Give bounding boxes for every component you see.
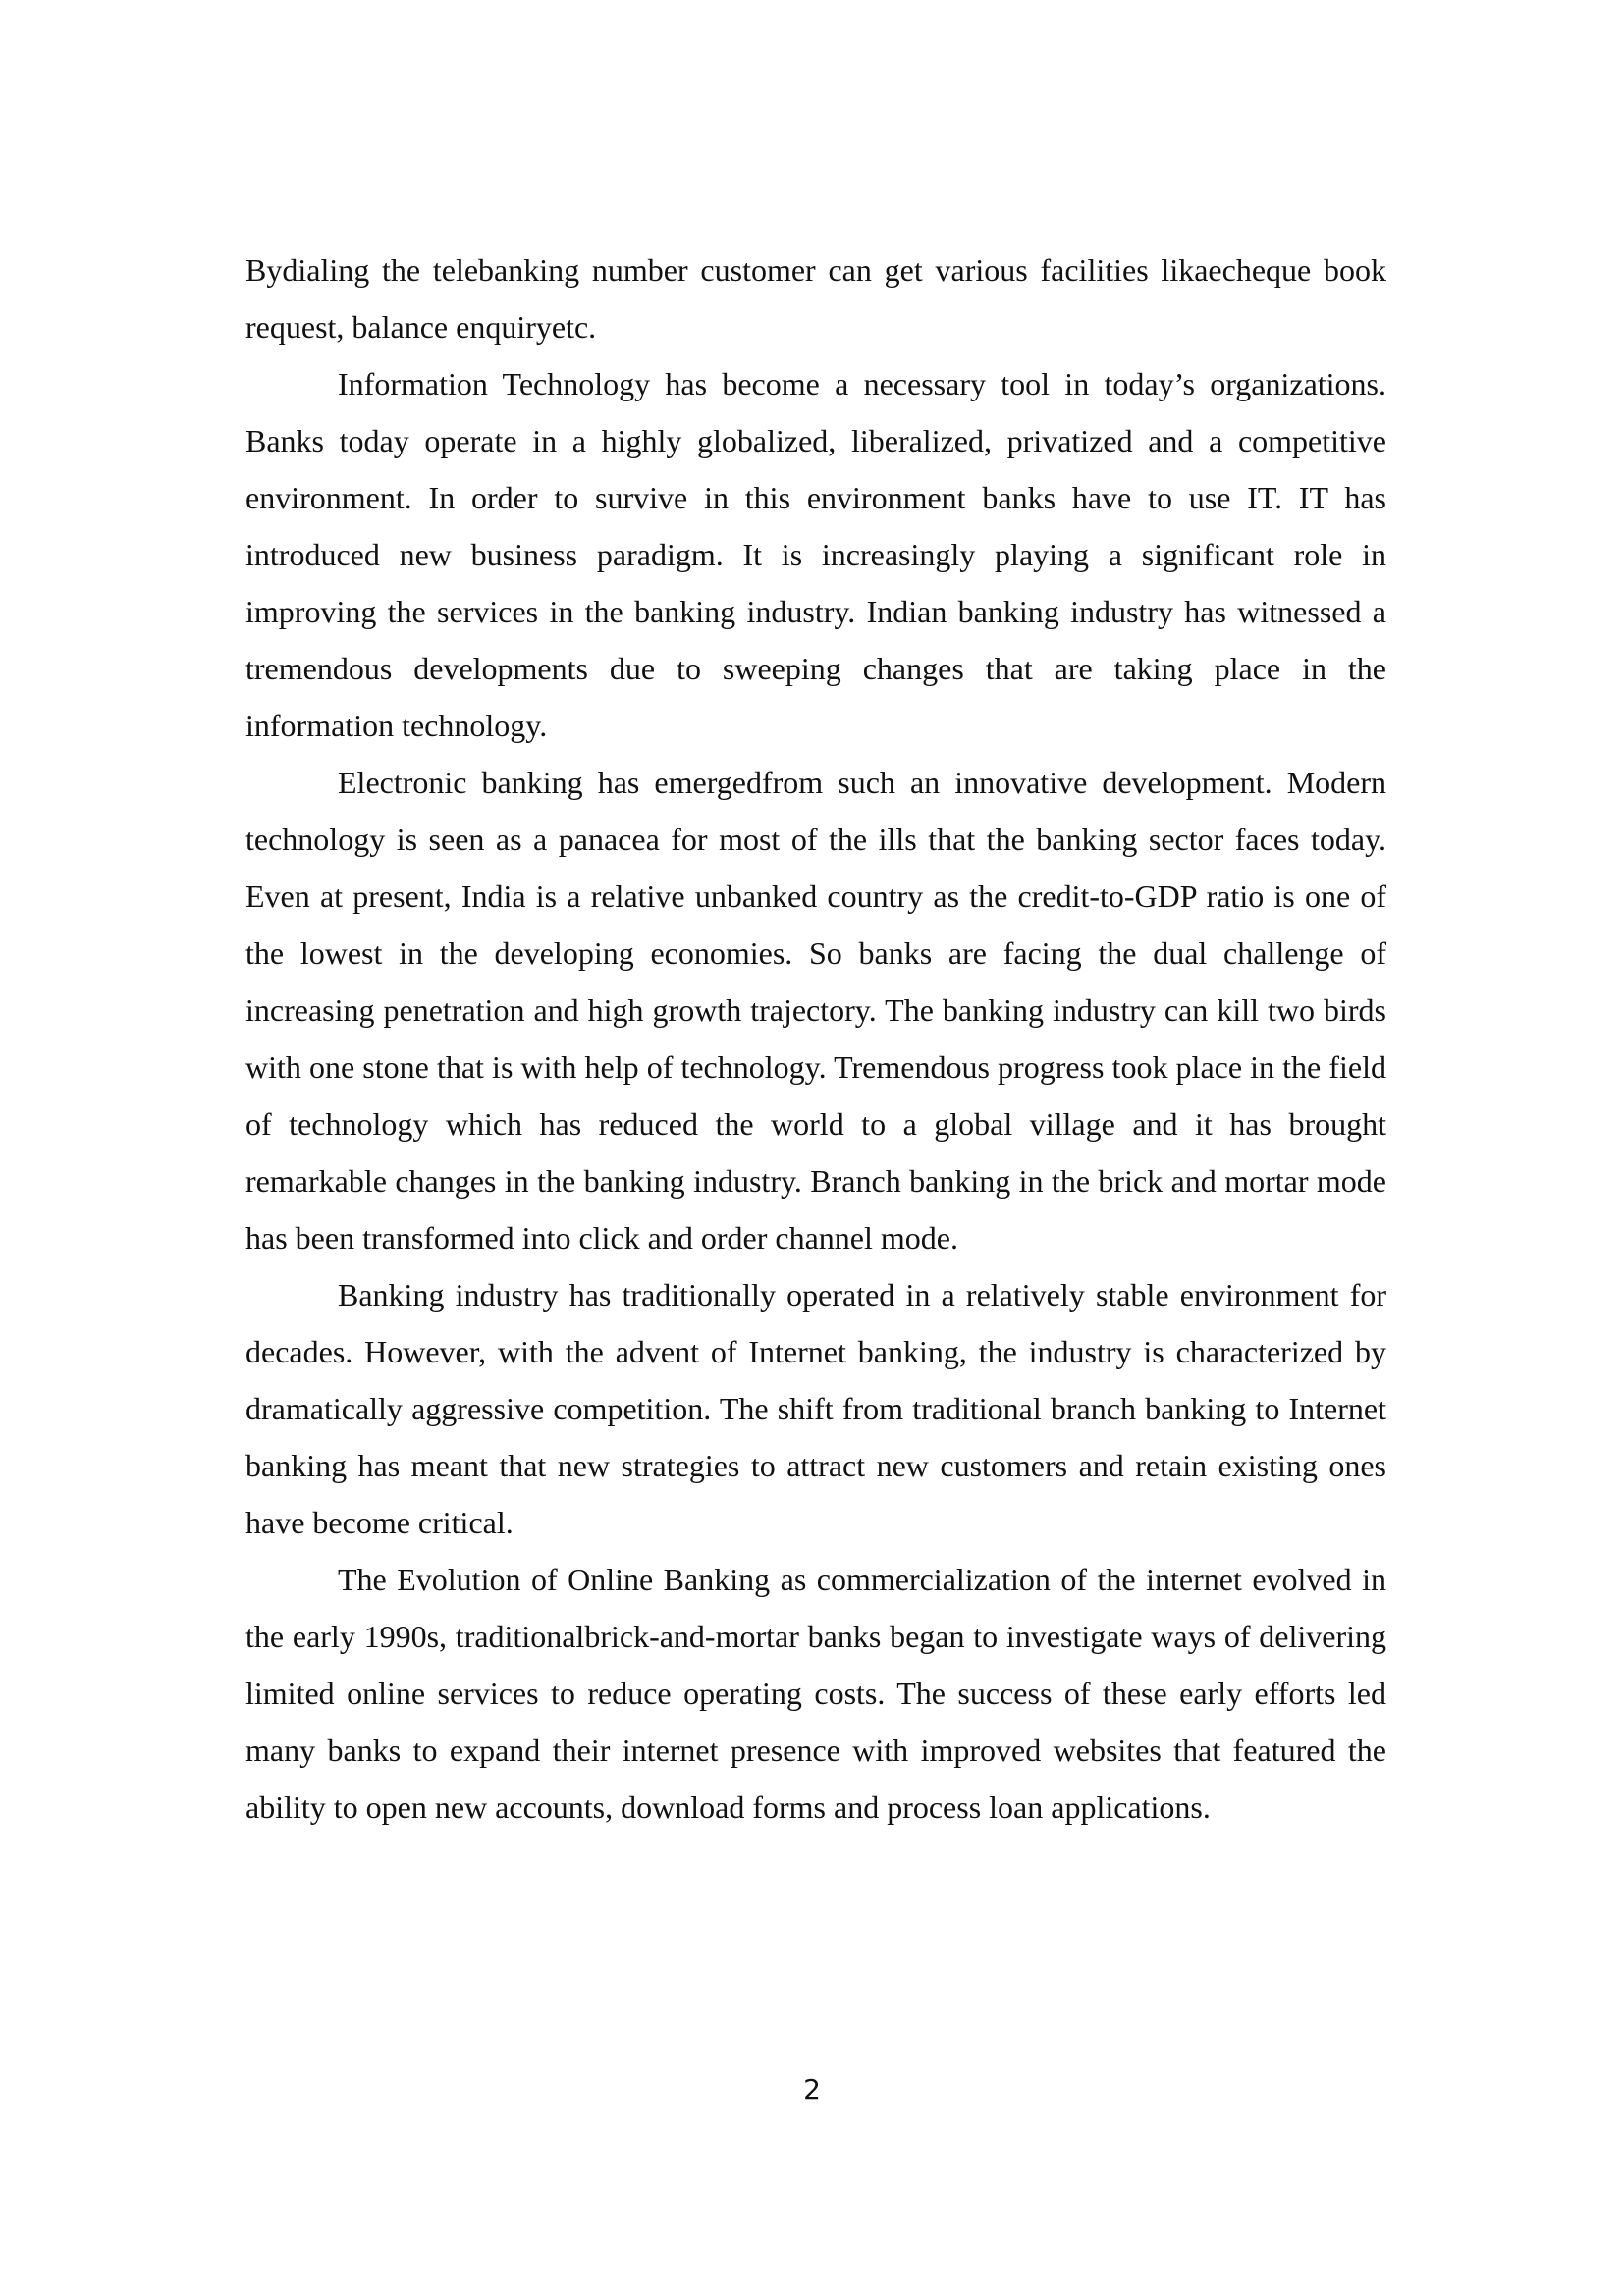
paragraph-banking-industry: Banking industry has traditionally operated in a relatively stable environment for decades. However, with the advent of Internet banking, the industry is characterized by dramatically aggressive competition. The shift from traditional branch banking to Internet banking has meant that new strategies to attract new customers and retain existing ones have become critical. <box>245 1277 1386 1540</box>
page-number: 2 <box>803 2073 821 2106</box>
paragraph-evolution-online-banking: The Evolution of Online Banking as commercialization of the internet evolved in the early 1990s, traditionalbrick-and-mortar banks began to investigate ways of delivering limited online services to reduce operating costs. The success of these early efforts led many banks to expand their internet presence with improved websites that featured the ability to open new accounts, download forms and process loan applications. <box>245 1562 1386 1825</box>
body-text <box>245 241 1386 1836</box>
paragraph-electronic-banking: Electronic banking has emergedfrom such an innovative development. Modern technology is seen as a panacea for most of the ills that the banking sector faces today. Even at present, India is a relative unbanked country as the credit-to-GDP ratio is one of the lowest in the developing economies. So banks are facing the dual challenge of increasing penetration and high growth trajectory. The banking industry can kill two birds with one stone that is with help of technology. Tremendous progress took place in the field of technology which has reduced the world to a global village and it has brought remarkable changes in the banking industry. Branch banking in the brick and mortar mode has been transformed into click and order channel mode. <box>245 765 1386 1255</box>
paragraph-information-technology: Information Technology has become a necessary tool in today’s organizations. Banks today operate in a highly globalized, liberalized, privatized and a competitive environment. In order to survive in this environment banks have to use IT. IT has introduced new business paradigm. It is increasingly playing a significant role in improving the services in the banking industry. Indian banking industry has witnessed a tremendous developments due to sweeping changes that are taking place in the information technology. <box>245 366 1386 743</box>
paragraph-continuation: Bydialing the telebanking number customer can get various facilities likaecheque book request, balance enquiryetc. <box>245 252 1386 345</box>
